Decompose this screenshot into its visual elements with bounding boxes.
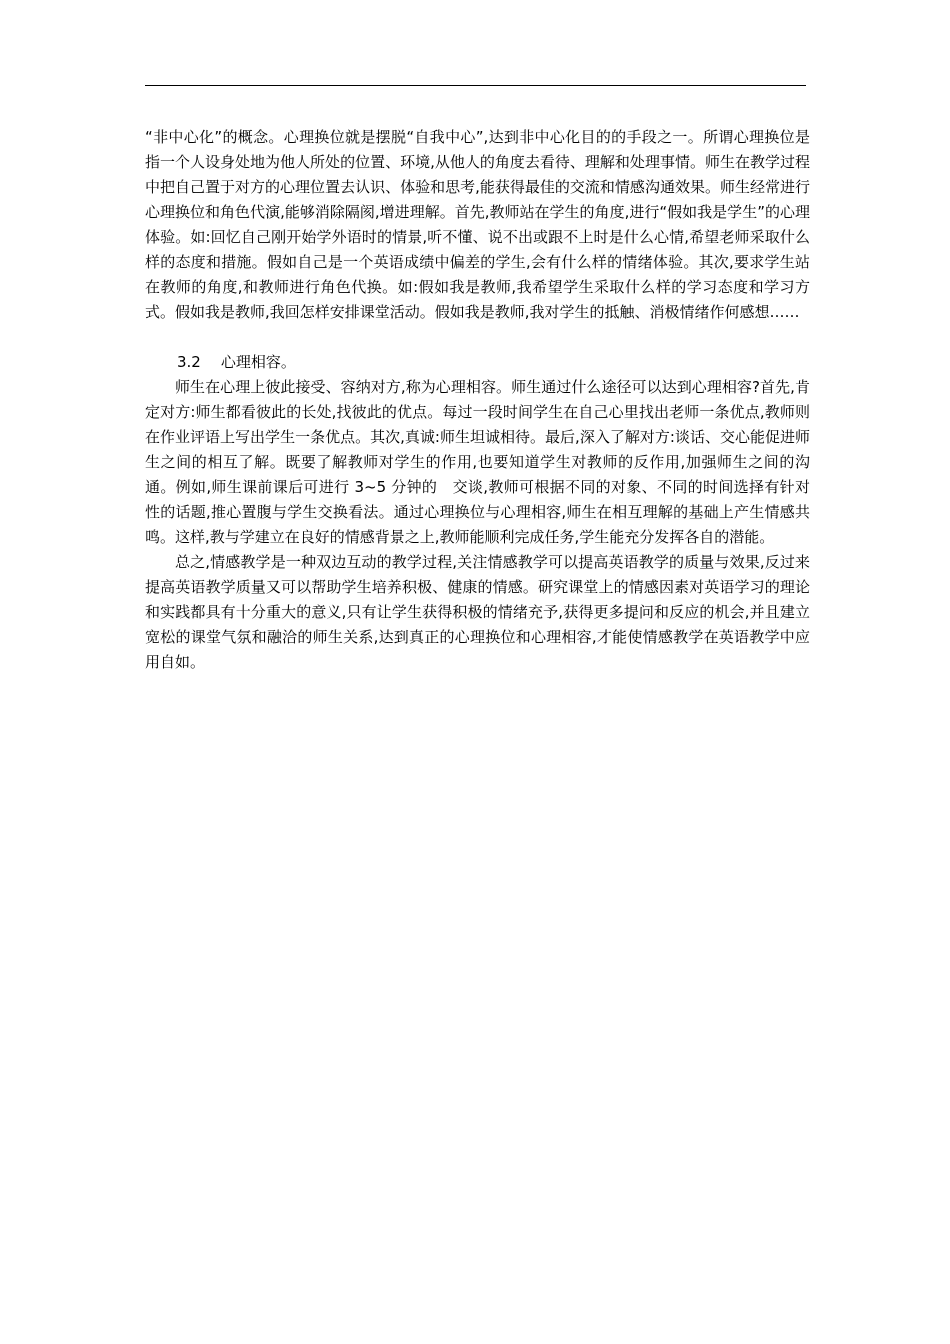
paragraph-psychological-compatibility: 师生在心理上彼此接受、容纳对方,称为心理相容。师生通过什么途径可以达到心理相容?首先,肯定对方:师生都看彼此的长处,找彼此的优点。每过一段时间学生在自己心里找出老师一条优点,教师则在作业评语上写出学生一条优点。其次,真诚:师生坦诚相待。最后,深入了解对方:谈话、交心能促进师生之间的相互了解。既要了解教师对学生的作用,也要知道学生对教师的反作用,加强师生之间的沟通。例如,师生课前课后可进行 3~5 分钟的 交谈,教师可根据不同的对象、不同的时间选择有针对性的话题,推心置腹与学生交换看法。通过心理换位与心理相容,师生在相互理解的基础上产生情感共鸣。这样,教与学建立在良好的情感背景之上,教师能顺利完成任务,学生能充分发挥各自的潜能。 <box>145 378 810 546</box>
section-number: 3.2 <box>177 353 201 371</box>
document-body <box>145 125 810 675</box>
section-heading <box>145 350 810 375</box>
header-rule <box>145 85 806 86</box>
paragraph-psychological-transposition: “非中心化”的概念。心理换位就是摆脱“自我中心”,达到非中心化目的的手段之一。所谓心理换位是指一个人设身处地为他人所处的位置、环境,从他人的角度去看待、理解和处理事情。师生在教学过程中把自己置于对方的心理位置去认识、体验和思考,能获得最佳的交流和情感沟通效果。师生经常进行心理换位和角色代演,能够消除隔阂,增进理解。首先,教师站在学生的角度,进行“假如我是学生”的心理体验。如:回忆自己刚开始学外语时的情景,听不懂、说不出或跟不上时是什么心情,希望老师采取什么样的态度和措施。假如自己是一个英语成绩中偏差的学生,会有什么样的情绪体验。其次,要求学生站在教师的角度,和教师进行角色代换。如:假如我是教师,我希望学生采取什么样的学习态度和学习方式。假如我是教师,我回怎样安排课堂活动。假如我是教师,我对学生的抵触、消极情绪作何感想…… <box>145 128 810 321</box>
paragraph-conclusion: 总之,情感教学是一种双边互动的教学过程,关注情感教学可以提高英语教学的质量与效果,反过来提高英语教学质量又可以帮助学生培养积极、健康的情感。研究课堂上的情感因素对英语学习的理论和实践都具有十分重大的意义,只有让学生获得积极的情绪充予,获得更多提问和反应的机会,并且建立宽松的课堂气氛和融洽的师生关系,达到真正的心理换位和心理相容,才能使情感教学在英语教学中应用自如。 <box>145 553 810 671</box>
section-title: 心理相容。 <box>220 353 296 371</box>
